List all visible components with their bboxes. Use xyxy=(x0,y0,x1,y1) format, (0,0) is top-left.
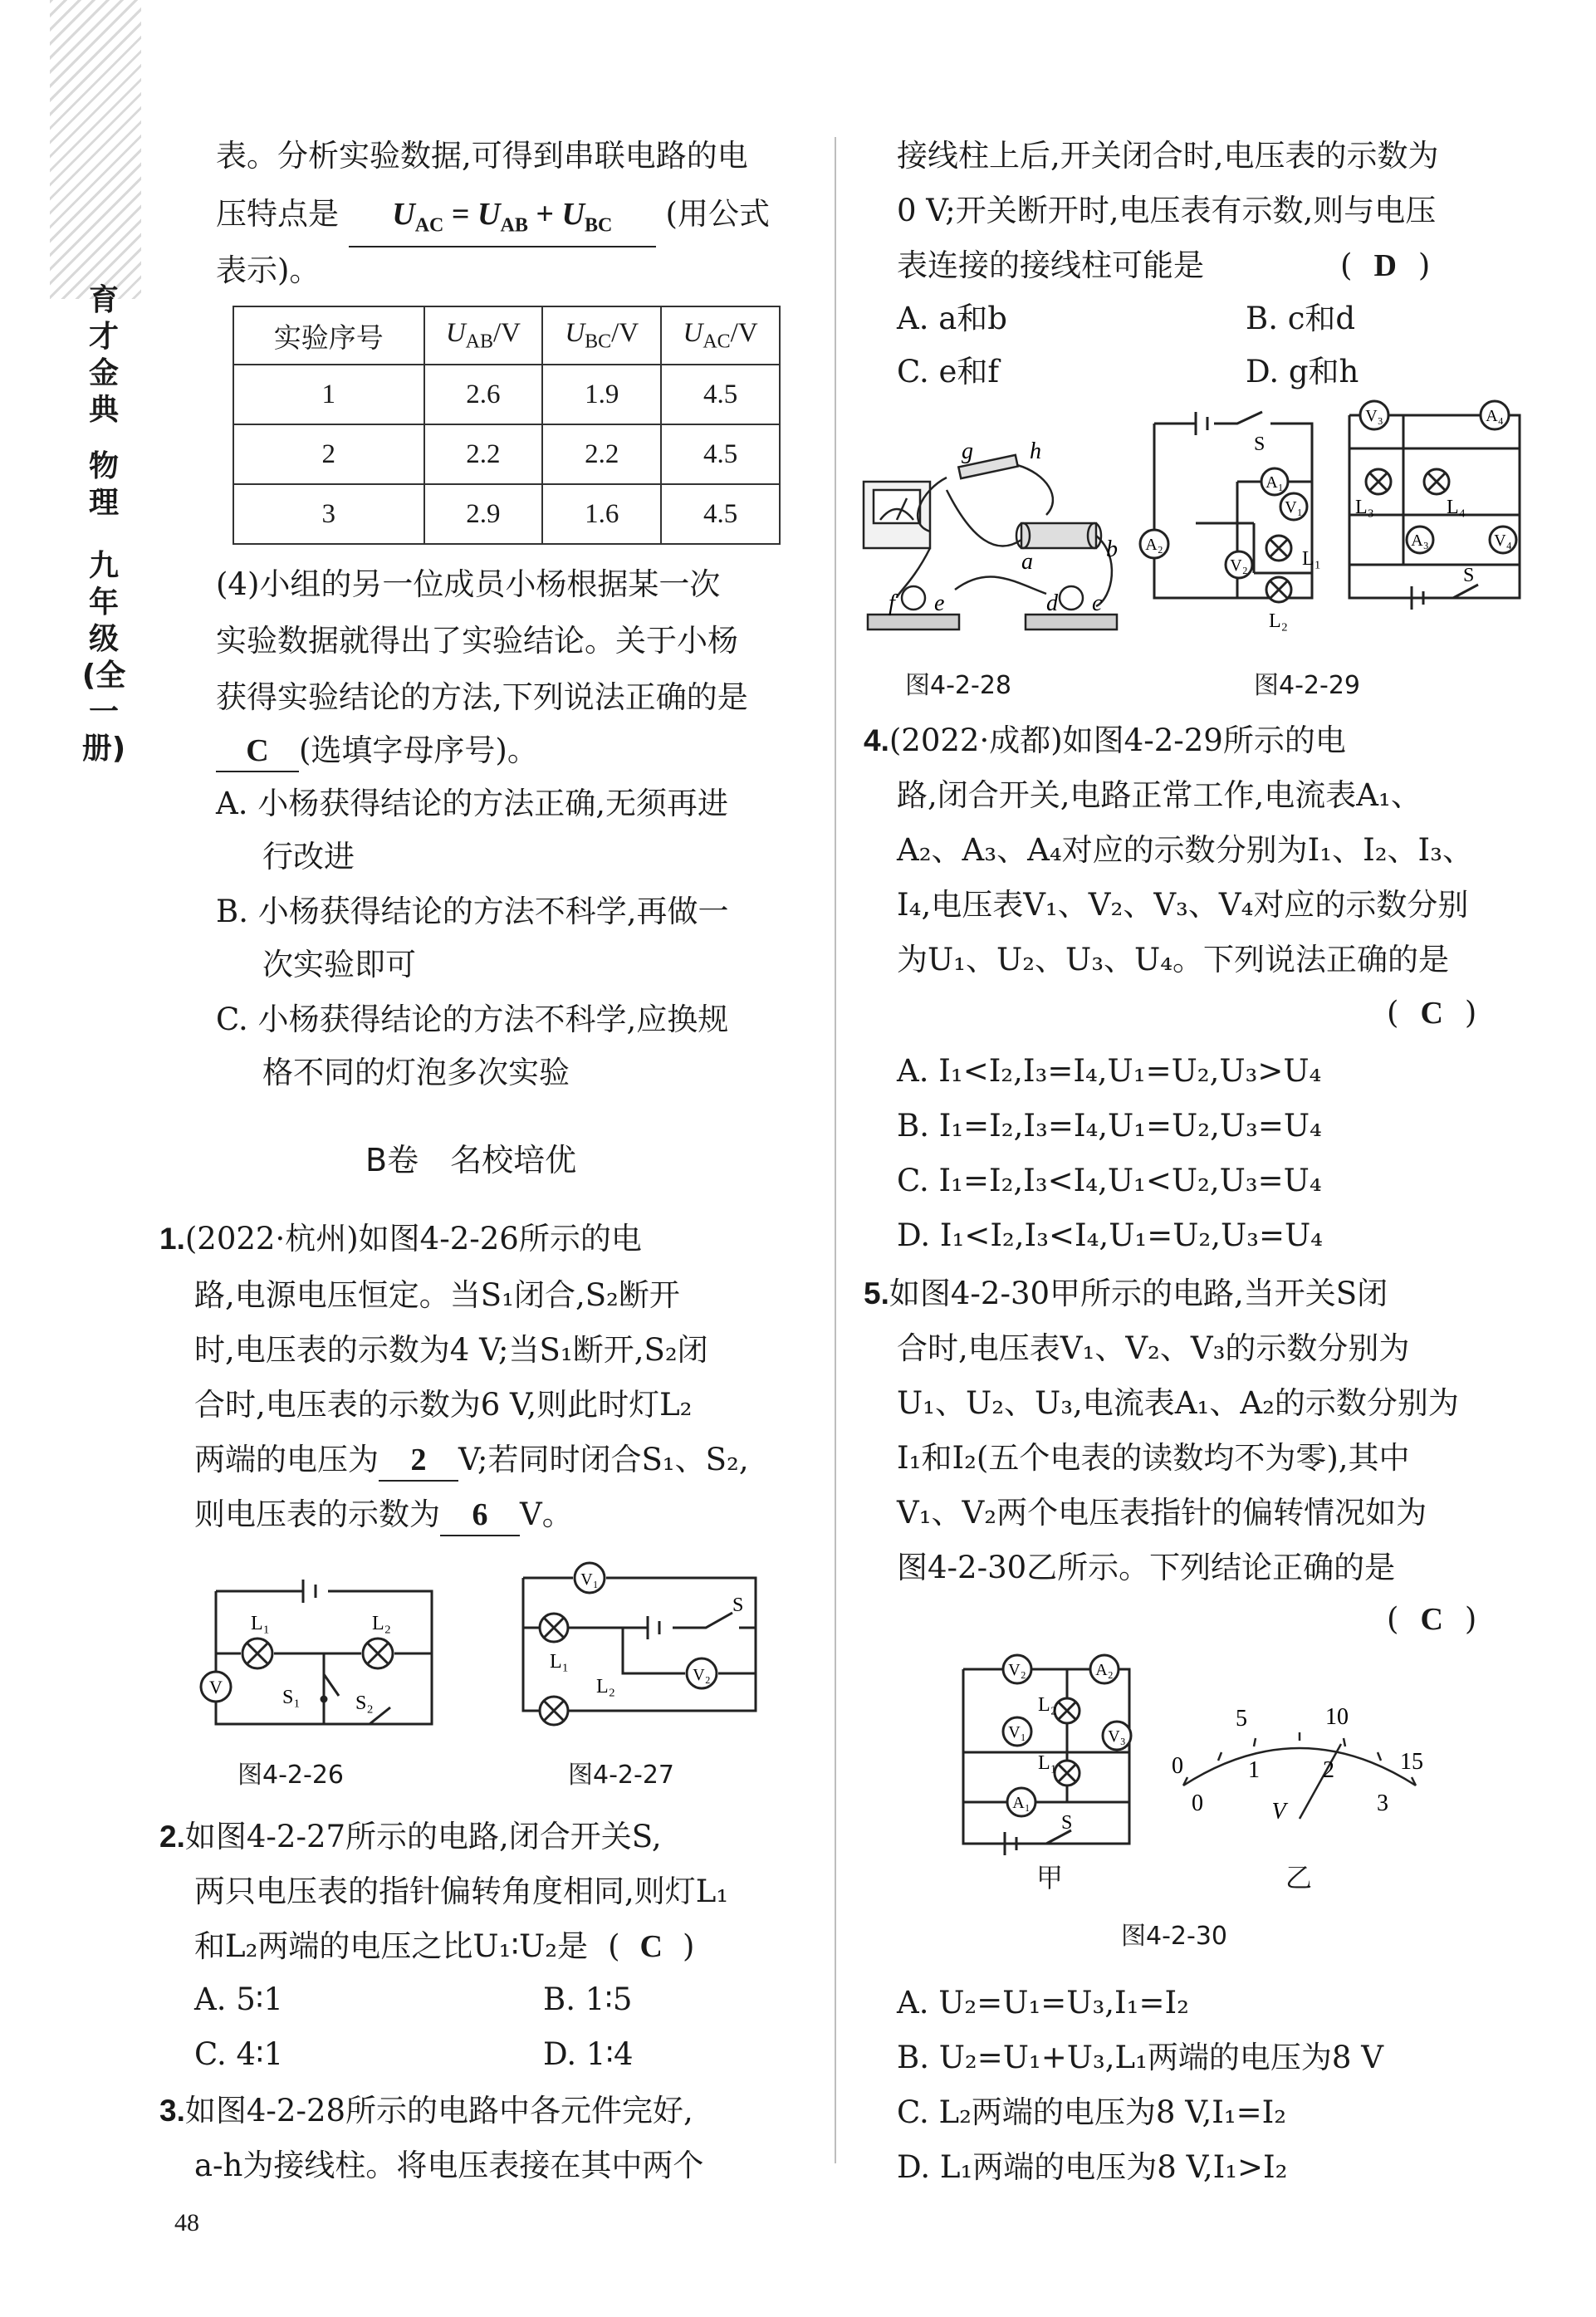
svg-text:V₄: V₄ xyxy=(1494,531,1512,550)
text-line: 和L₂两端的电压之比U₁∶U₂是 ( C ) xyxy=(194,1928,695,1964)
svg-text:A₂: A₂ xyxy=(1095,1661,1114,1679)
sub-label-jia: 甲 xyxy=(1036,1862,1064,1893)
svg-text:L₃: L₃ xyxy=(1355,497,1375,518)
option-b: B. U₂=U₁+U₃,L₁两端的电压为8 V xyxy=(897,2040,1383,2075)
question-2: 2.如图4-2-27所示的电路,闭合开关S, xyxy=(159,1819,662,1854)
question-5: 5.如图4-2-30甲所示的电路,当开关S闭 xyxy=(864,1276,1388,1311)
option-c: C. I₁=I₂,I₃<I₄,U₁<U₂,U₃=U₄ xyxy=(897,1163,1322,1198)
option-c: C. e和f xyxy=(897,354,1000,389)
svg-text:0: 0 xyxy=(1192,1790,1203,1816)
option-d: D. L₁两端的电压为8 V,I₁>I₂ xyxy=(897,2149,1288,2185)
option-d: D. I₁<I₂,I₃<I₄,U₁=U₂,U₃=U₄ xyxy=(897,1217,1324,1253)
figure-4-2-29 xyxy=(1138,399,1528,639)
answer-mark: C xyxy=(1420,1602,1443,1637)
text-line: 实验数据就得出了实验结论。关于小杨 xyxy=(216,623,738,659)
text-line: 表。分析实验数据,可得到串联电路的电 xyxy=(216,138,748,174)
svg-text:L₄: L₄ xyxy=(1447,497,1466,518)
option-c-cont: 格不同的灯泡多次实验 xyxy=(262,1055,570,1090)
table-row: 3 2.9 1.6 4.5 xyxy=(233,484,780,544)
answer-blank: 6 xyxy=(440,1495,520,1536)
text-line: 两端的电压为 2 V;若同时闭合S₁、S₂, xyxy=(194,1440,749,1482)
svg-text:V₁: V₁ xyxy=(1008,1723,1026,1741)
svg-text:A₄: A₄ xyxy=(1486,407,1504,425)
svg-text:L₁: L₁ xyxy=(1302,548,1322,570)
svg-text:S₂: S₂ xyxy=(355,1692,374,1714)
figure-4-2-30-dial xyxy=(1163,1694,1437,1835)
svg-text:L₁: L₁ xyxy=(1038,1752,1058,1774)
svg-text:S: S xyxy=(1061,1812,1073,1834)
figure-4-2-28 xyxy=(847,440,1121,648)
svg-text:S: S xyxy=(1254,434,1266,455)
answer-blank: $U_{AC} = U_{AB} + U_{BC}$ xyxy=(349,194,656,247)
figure-caption: 图4-2-26 xyxy=(237,1761,344,1790)
text-line: 合时,电压表的示数为6 V,则此时灯L₂ xyxy=(194,1387,693,1423)
svg-text:S: S xyxy=(1463,565,1475,586)
column-divider xyxy=(835,137,836,2163)
svg-text:f: f xyxy=(889,590,895,616)
svg-text:V₂: V₂ xyxy=(1230,556,1248,575)
answer-blank: C xyxy=(216,731,299,772)
svg-text:g: g xyxy=(962,440,973,464)
svg-text:V₃: V₃ xyxy=(1108,1727,1126,1746)
option-a: A. I₁<I₂,I₃=I₄,U₁=U₂,U₃>U₄ xyxy=(897,1053,1322,1089)
voltmeter-label: V xyxy=(209,1677,223,1697)
text-line: V₁、V₂两个电压表指针的偏转情况如为 xyxy=(897,1495,1427,1531)
svg-text:L₂: L₂ xyxy=(1269,610,1289,632)
figure-4-2-27 xyxy=(515,1545,772,1744)
figure-4-2-26 xyxy=(191,1575,448,1741)
table-row: 2 2.2 2.2 4.5 xyxy=(233,424,780,484)
option-d: D. 1∶4 xyxy=(543,2036,634,2072)
svg-text:3: 3 xyxy=(1377,1790,1388,1816)
table-row: 1 2.6 1.9 4.5 xyxy=(233,365,780,424)
section-title: B卷 名校培优 xyxy=(365,1142,577,1178)
svg-text:S₁: S₁ xyxy=(282,1687,301,1708)
svg-text:L₂: L₂ xyxy=(1038,1694,1058,1716)
answer-mark: C xyxy=(1420,996,1443,1031)
figure-caption: 图4-2-29 xyxy=(1254,671,1360,700)
text-line: A₂、A₃、A₄对应的示数分别为I₁、I₂、I₃、 xyxy=(897,832,1474,868)
svg-text:S: S xyxy=(732,1594,744,1616)
svg-text:c: c xyxy=(1092,590,1103,616)
svg-text:V: V xyxy=(1271,1799,1286,1825)
svg-text:V₃: V₃ xyxy=(1365,407,1383,425)
answer-mark: D xyxy=(1373,248,1397,283)
option-b: B. 小杨获得结论的方法不科学,再做一 xyxy=(216,894,729,929)
text-line: 表示)。 xyxy=(216,252,321,288)
text-line: 两只电压表的指针偏转角度相同,则灯L₁ xyxy=(194,1874,729,1909)
svg-text:L₁: L₁ xyxy=(251,1613,271,1634)
svg-text:V₂: V₂ xyxy=(1008,1661,1026,1679)
answer-paren: ( C ) xyxy=(1387,995,1477,1031)
svg-text:A₂: A₂ xyxy=(1145,536,1163,554)
svg-text:V₁: V₁ xyxy=(580,1570,599,1589)
svg-text:V₁: V₁ xyxy=(1285,498,1303,517)
binding-strip xyxy=(50,0,141,299)
svg-text:2: 2 xyxy=(1323,1757,1334,1783)
figure-4-2-30-circuit xyxy=(955,1653,1146,1869)
formula-line: 压特点是 $U_{AC} = U_{AB} + U_{BC}$ (用公式 xyxy=(216,194,770,247)
figure-caption: 图4-2-28 xyxy=(905,671,1011,700)
text-line: 接线柱上后,开关闭合时,电压表的示数为 xyxy=(897,138,1439,174)
svg-text:L₂: L₂ xyxy=(372,1613,392,1634)
svg-text:0: 0 xyxy=(1172,1753,1183,1779)
text-line: 表连接的接线柱可能是 ( D ) xyxy=(897,247,1431,283)
svg-text:1: 1 xyxy=(1248,1757,1260,1783)
option-a: A. 5∶1 xyxy=(194,1981,283,2017)
answer-blank: 2 xyxy=(379,1440,458,1482)
question-1: 1.(2022·杭州)如图4-2-26所示的电 xyxy=(159,1221,642,1256)
answer-paren: ( C ) xyxy=(1387,1601,1477,1637)
option-a: A. 小杨获得结论的方法正确,无须再进 xyxy=(216,786,729,821)
answer-mark: C xyxy=(639,1929,663,1964)
option-b: B. c和d xyxy=(1246,301,1356,336)
text-line: 合时,电压表V₁、V₂、V₃的示数分别为 xyxy=(897,1330,1410,1366)
data-table xyxy=(233,306,781,545)
svg-text:A₁: A₁ xyxy=(1012,1794,1031,1812)
text-line: 路,电源电压恒定。当S₁闭合,S₂断开 xyxy=(194,1277,680,1313)
figure-caption: 图4-2-30 xyxy=(1121,1922,1227,1951)
option-a: A. a和b xyxy=(897,301,1007,336)
option-c: C. 4∶1 xyxy=(194,2036,284,2072)
option-c: C. L₂两端的电压为8 V,I₁=I₂ xyxy=(897,2094,1287,2130)
sub-label-yi: 乙 xyxy=(1285,1862,1313,1893)
text-line: 0 V;开关断开时,电压表有示数,则与电压 xyxy=(897,193,1437,228)
text-line: 时,电压表的示数为4 V;当S₁断开,S₂闭 xyxy=(194,1332,708,1368)
text-line: I₄,电压表V₁、V₂、V₃、V₄对应的示数分别 xyxy=(897,887,1469,923)
question-3: 3.如图4-2-28所示的电路中各元件完好, xyxy=(159,2093,693,2128)
svg-text:d: d xyxy=(1046,590,1058,616)
svg-text:b: b xyxy=(1106,536,1118,562)
svg-text:A₃: A₃ xyxy=(1411,531,1429,550)
svg-text:5: 5 xyxy=(1236,1706,1247,1732)
svg-text:L₂: L₂ xyxy=(596,1676,616,1697)
svg-text:V₂: V₂ xyxy=(693,1666,711,1684)
text-line: 图4-2-30乙所示。下列结论正确的是 xyxy=(897,1550,1396,1585)
text-line: 路,闭合开关,电路正常工作,电流表A₁、 xyxy=(897,777,1422,813)
text-line: (4)小组的另一位成员小杨根据某一次 xyxy=(216,566,721,602)
text-line: U₁、U₂、U₃,电流表A₁、A₂的示数分别为 xyxy=(897,1385,1459,1421)
svg-text:h: h xyxy=(1030,440,1041,464)
svg-text:10: 10 xyxy=(1325,1704,1349,1730)
option-c: C. 小杨获得结论的方法不科学,应换规 xyxy=(216,1002,729,1037)
text-line: 为U₁、U₂、U₃、U₄。下列说法正确的是 xyxy=(897,942,1450,977)
svg-text:e: e xyxy=(934,590,945,616)
text-line: 获得实验结论的方法,下列说法正确的是 xyxy=(216,679,748,715)
text-line: a-h为接线柱。将电压表接在其中两个 xyxy=(194,2148,704,2183)
option-a-cont: 行改进 xyxy=(262,839,355,874)
question-4: 4.(2022·成都)如图4-2-29所示的电 xyxy=(864,723,1346,758)
figure-caption: 图4-2-27 xyxy=(568,1761,674,1790)
page-number: 48 xyxy=(174,2209,199,2236)
table-header: 实验序号 $U_{AB}/V$ $U_{BC}/V$ $U_{AC}/V$ xyxy=(233,306,780,365)
svg-text:a: a xyxy=(1021,549,1033,575)
option-b-cont: 次实验即可 xyxy=(262,947,416,982)
text-line: 则电压表的示数为 6 V。 xyxy=(194,1495,573,1536)
text-line: C (选填字母序号)。 xyxy=(216,731,538,772)
svg-text:A₁: A₁ xyxy=(1266,473,1284,492)
option-b: B. 1∶5 xyxy=(543,1981,633,2017)
svg-text:15: 15 xyxy=(1400,1749,1423,1775)
option-b: B. I₁=I₂,I₃=I₄,U₁=U₂,U₃=U₄ xyxy=(897,1108,1322,1144)
text-line: I₁和I₂(五个电表的读数均不为零),其中 xyxy=(897,1440,1410,1476)
svg-text:L₁: L₁ xyxy=(550,1651,570,1673)
option-a: A. U₂=U₁=U₃,I₁=I₂ xyxy=(897,1985,1189,2021)
option-d: D. g和h xyxy=(1246,354,1359,389)
